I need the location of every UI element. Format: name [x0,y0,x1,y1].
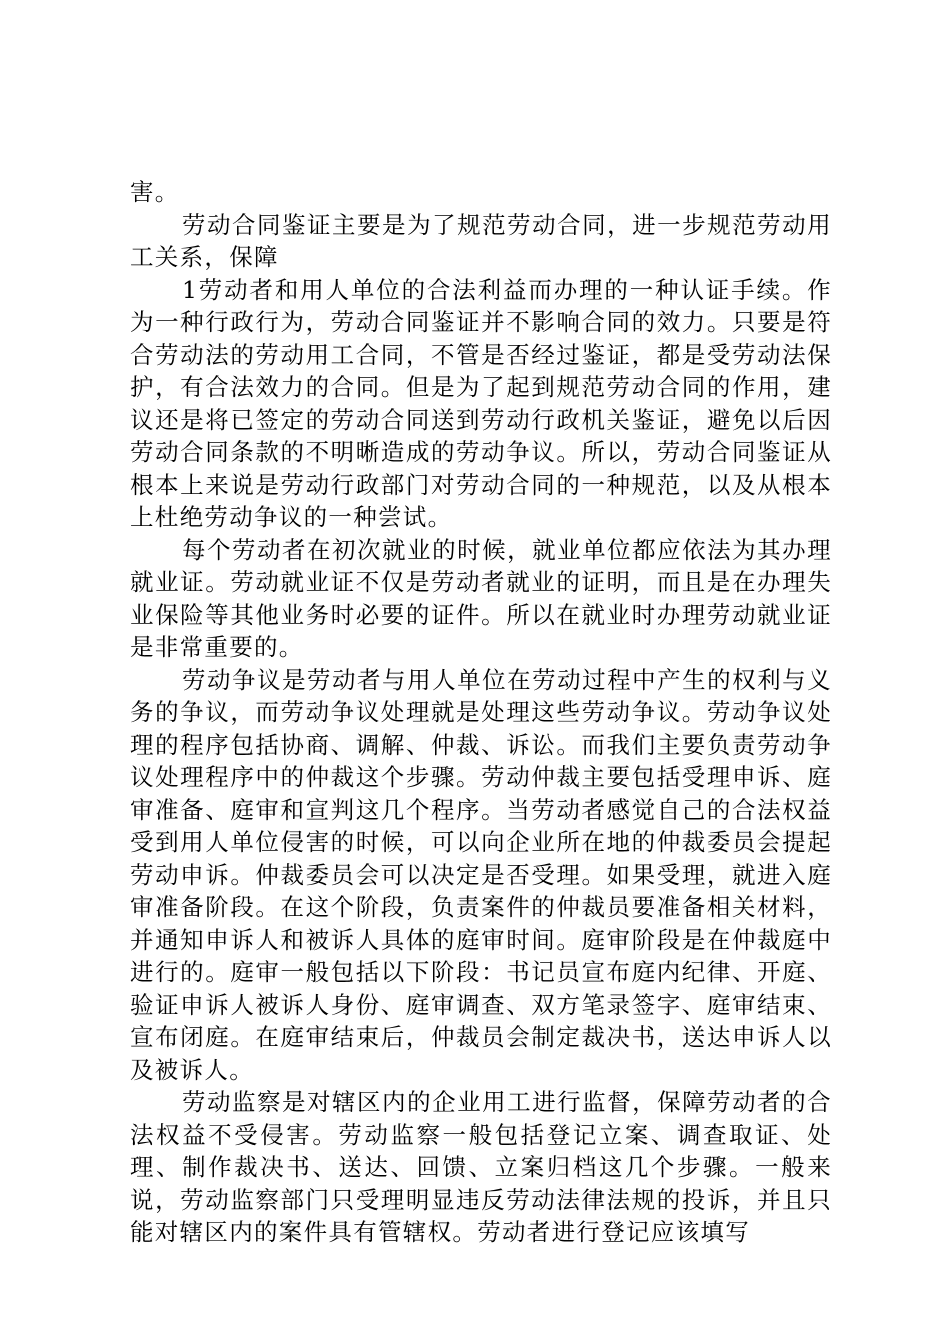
paragraph-employment-certificate: 每个劳动者在初次就业的时候，就业单位都应依法为其办理就业证。劳动就业证不仅是劳动者就业的证明，而且是在办理失业保险等其他业务时必要的证件。所以在就业时办理劳动就业证是非常重要的。 [130,535,832,661]
paragraph-contract-verification: 1劳动者和用人单位的合法利益而办理的一种认证手续。作为一种行政行为，劳动合同鉴证并不影响合同的效力。只要是符合劳动法的劳动用工合同，不管是否经过鉴证，都是受劳动法保护，有合法效力的合同。但是为了起到规范劳动合同的作用，建议还是将已签定的劳动合同送到劳动行政机关鉴证，避免以后因劳动合同条款的不明晰造成的劳动争议。所以，劳动合同鉴证从根本上来说是劳动行政部门对劳动合同的一种规范，以及从根本上杜绝劳动争议的一种尝试。 [130,275,832,531]
paragraph-labor-inspection: 劳动监察是对辖区内的企业用工进行监督，保障劳动者的合法权益不受侵害。劳动监察一般包括登记立案、调查取证、处理、制作裁决书、送达、回馈、立案归档这几个步骤。一般来说，劳动监察部门只受理明显违反劳动法律法规的投诉，并且只能对辖区内的案件具有管辖权。劳动者进行登记应该填写 [130,1088,832,1246]
document-body [130,176,832,1249]
paragraph-labor-dispute: 劳动争议是劳动者与用人单位在劳动过程中产生的权利与义务的争议，而劳动争议处理就是处理这些劳动争议。劳动争议处理的程序包括协商、调解、仲裁、诉讼。而我们主要负责劳动争议处理程序中的仲裁这个步骤。劳动仲裁主要包括受理申诉、庭审准备、庭审和宣判这几个程序。当劳动者感觉自己的合法权益受到用人单位侵害的时候，可以向企业所在地的仲裁委员会提起劳动申诉。仲裁委员会可以决定是否受理。如果受理，就进入庭审准备阶段。在这个阶段，负责案件的仲裁员要准备相关材料，并通知申诉人和被诉人具体的庭审时间。庭审阶段是在仲裁庭中进行的。庭审一般包括以下阶段：书记员宣布庭内纪律、开庭、验证申诉人被诉人身份、庭审调查、双方笔录签字、庭审结束、宣布闭庭。在庭审结束后，仲裁员会制定裁决书，送达申诉人以及被诉人。 [130,665,832,1084]
paragraph-contract-verification-intro: 劳动合同鉴证主要是为了规范劳动合同，进一步规范劳动用工关系，保障 [130,210,832,271]
paragraph-continuation: 害。 [130,178,180,206]
